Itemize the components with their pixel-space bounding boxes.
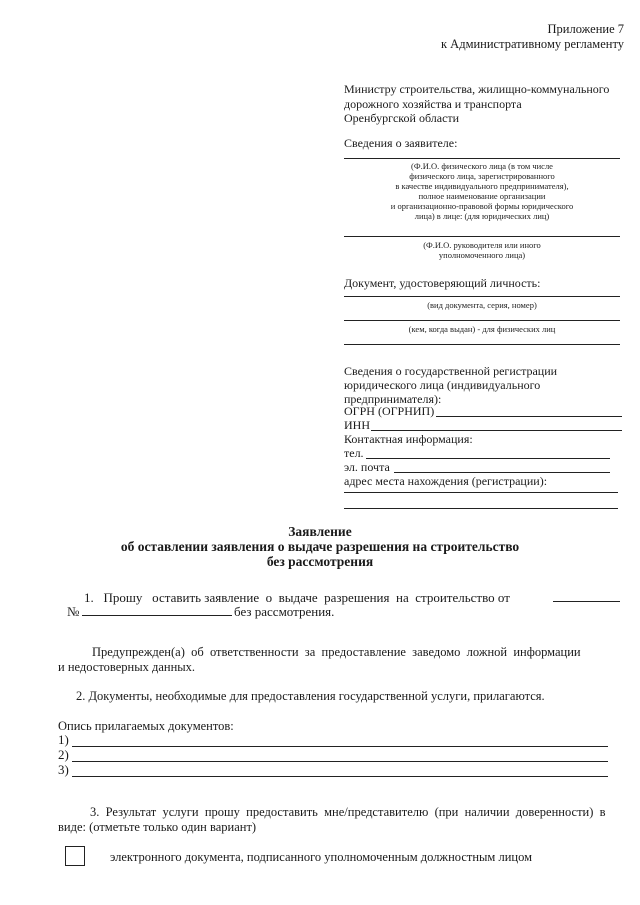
title-line: об оставлении заявления о выдаче разрешения на строительство <box>120 539 520 554</box>
registration-heading-line: предпринимателя): <box>344 392 442 406</box>
address-field-1[interactable] <box>344 492 618 493</box>
address-label: адрес места нахождения (регистрации): <box>344 474 548 488</box>
appendix-header <box>441 22 624 52</box>
p1-date-field[interactable] <box>553 601 620 602</box>
identity-doc-caption: (вид документа, серия, номер) <box>427 300 537 310</box>
identity-doc-heading: Документ, удостоверяющий личность: <box>344 276 541 290</box>
title-line: без рассмотрения <box>266 554 374 569</box>
identity-extra-line[interactable] <box>344 344 620 345</box>
appendix-number: Приложение 7 <box>547 22 624 36</box>
warning-line2: и недостоверных данных. <box>58 660 196 674</box>
inventory-item-label: 1) <box>58 732 69 747</box>
email-label: эл. почта <box>344 460 390 474</box>
addressee-block <box>344 82 620 126</box>
ogrn-field[interactable] <box>436 416 622 417</box>
inventory-item-3-field[interactable] <box>72 776 608 777</box>
appendix-reference: к Административному регламенту <box>440 37 624 51</box>
option-electronic-checkbox[interactable] <box>65 846 85 866</box>
email-field[interactable] <box>394 472 610 473</box>
caption-line: лица) в лице: (для юридических лиц) <box>414 211 550 221</box>
identity-issuer-line[interactable] <box>344 320 620 321</box>
p3-line1: 3. Результат услуги прошу предоставить мне/представителю (при наличии доверенности) в <box>90 805 606 819</box>
p3-line2: виде: (отметьте только один вариант) <box>58 820 257 834</box>
inventory-item-1-field[interactable] <box>72 746 608 747</box>
contact-label: Контактная информация: <box>344 432 473 446</box>
inventory-item-2-field[interactable] <box>72 761 608 762</box>
warning-line1: Предупрежден(а) об ответственности за предоставление заведомо ложной информации <box>92 645 581 659</box>
p1-text: 1. Прошу оставить заявление о выдаче разрешения на строительство от <box>84 590 510 605</box>
inventory-item-label: 3) <box>58 762 69 777</box>
caption-line: и организационно-правовой формы юридического <box>390 201 574 211</box>
registration-heading-line: Сведения о государственной регистрации <box>344 364 558 378</box>
caption-line: полное наименование организации <box>418 191 546 201</box>
identity-issuer-caption: (кем, когда выдан) - для физических лиц <box>408 324 556 334</box>
title-line: Заявление <box>288 524 352 539</box>
applicant-name-line[interactable] <box>344 158 620 159</box>
caption-line: (Ф.И.О. руководителя или иного <box>423 240 541 250</box>
tel-field[interactable] <box>366 458 610 459</box>
ogrn-label: ОГРН (ОГРНИП) <box>344 404 435 418</box>
applicant-name-caption <box>344 161 620 221</box>
p1-tail: без рассмотрения. <box>234 604 335 619</box>
representative-caption <box>344 240 620 260</box>
p1-number-field[interactable] <box>82 615 232 616</box>
registration-heading <box>344 364 620 406</box>
addressee-line: дорожного хозяйства и транспорта <box>344 96 522 111</box>
tel-label: тел. <box>344 446 364 460</box>
p1-number-label: № <box>67 604 80 619</box>
caption-line: (Ф.И.О. физического лица (в том числе <box>411 161 553 171</box>
inventory-item-label: 2) <box>58 747 69 762</box>
caption-line: в качестве индивидуального предпринимателя), <box>395 181 569 191</box>
inn-label: ИНН <box>344 418 370 432</box>
address-field-2[interactable] <box>344 508 618 509</box>
caption-line: физического лица, зарегистрированного <box>409 171 555 181</box>
p2-text: 2. Документы, необходимые для предоставления государственной услуги, прилагаются. <box>76 689 545 703</box>
registration-heading-line: юридического лица (индивидуального <box>344 378 541 392</box>
inn-field[interactable] <box>371 430 622 431</box>
identity-doc-line[interactable] <box>344 296 620 297</box>
addressee-line: Оренбургской области <box>344 111 460 125</box>
representative-line[interactable] <box>344 236 620 237</box>
addressee-line: Министру строительства, жилищно-коммунального <box>344 82 610 96</box>
caption-line: уполномоченного лица) <box>438 250 526 260</box>
inventory-heading: Опись прилагаемых документов: <box>58 719 234 733</box>
option-electronic-label: электронного документа, подписанного уполномоченным должностным лицом <box>110 850 532 864</box>
applicant-heading: Сведения о заявителе: <box>344 136 458 150</box>
document-title <box>0 524 640 569</box>
